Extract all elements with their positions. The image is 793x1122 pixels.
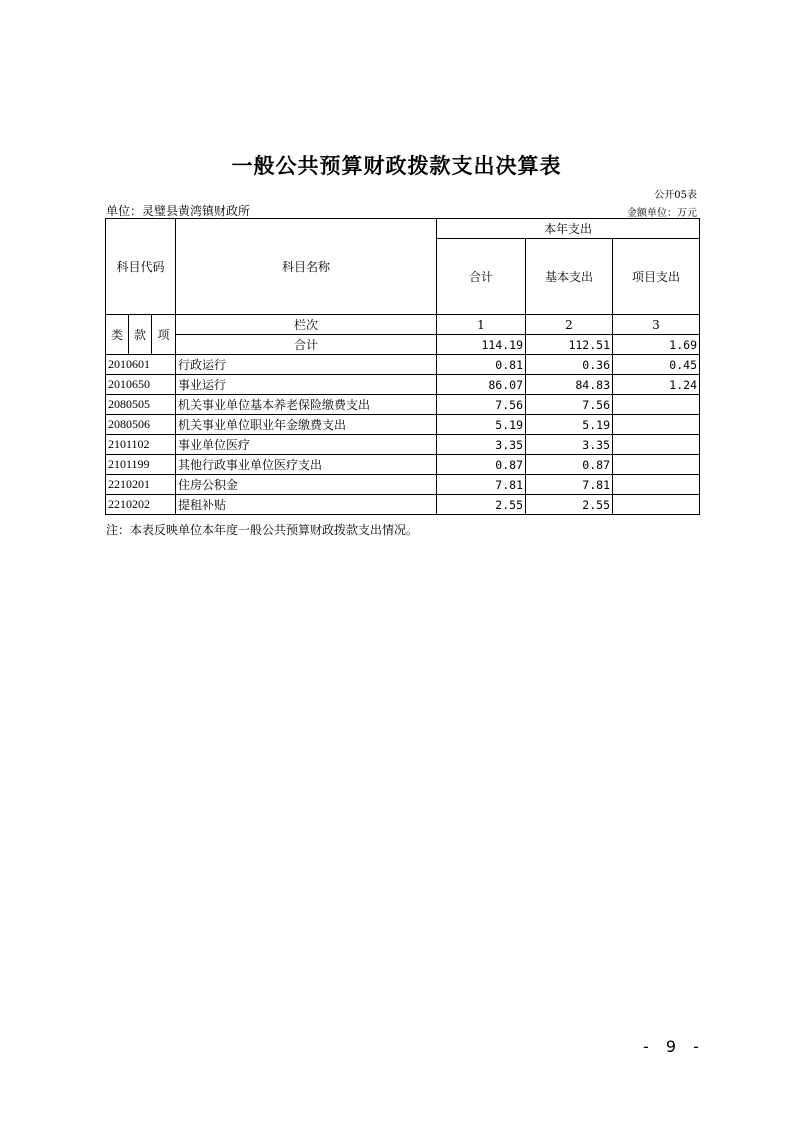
- header-this-year: 本年支出: [437, 219, 700, 239]
- row-total: 3.35: [437, 435, 526, 455]
- row-code: 2080506: [106, 415, 176, 435]
- unit-label: 单位：灵璧县黄湾镇财政所: [106, 204, 251, 218]
- row-project: [613, 495, 700, 515]
- row-basic: 84.83: [526, 375, 613, 395]
- row-basic: 0.87: [526, 455, 613, 475]
- row-project: [613, 395, 700, 415]
- row-name: 机关事业单位基本养老保险缴费支出: [176, 395, 437, 415]
- row-name: 机关事业单位职业年金缴费支出: [176, 415, 437, 435]
- row-project: 0.45: [613, 355, 700, 375]
- total-amount: 114.19: [437, 335, 526, 355]
- row-total: 0.87: [437, 455, 526, 475]
- row-total: 5.19: [437, 415, 526, 435]
- table-row: [106, 495, 700, 515]
- table-row: [106, 455, 700, 475]
- row-code: 2010601: [106, 355, 176, 375]
- row-total: 0.81: [437, 355, 526, 375]
- header-total: 合计: [437, 239, 526, 315]
- row-basic: 3.35: [526, 435, 613, 455]
- table-row: [106, 355, 700, 375]
- header-xiang: 项: [152, 315, 176, 355]
- header-subject-name: 科目名称: [176, 219, 437, 315]
- header-col1: 1: [437, 315, 526, 335]
- header-col2: 2: [526, 315, 613, 335]
- row-name: 提租补贴: [176, 495, 437, 515]
- table-row: [106, 415, 700, 435]
- row-project: [613, 475, 700, 495]
- row-basic: 7.81: [526, 475, 613, 495]
- row-basic: 5.19: [526, 415, 613, 435]
- row-code: 2080505: [106, 395, 176, 415]
- row-basic: 0.36: [526, 355, 613, 375]
- row-code: 2101199: [106, 455, 176, 475]
- header-kuan: 款: [129, 315, 152, 355]
- header-basic: 基本支出: [526, 239, 613, 315]
- table-note: 注：本表反映单位本年度一般公共预算财政拨款支出情况。: [106, 523, 419, 537]
- amount-unit: 金额单位：万元: [627, 208, 697, 219]
- total-row: [106, 335, 700, 355]
- row-total: 86.07: [437, 375, 526, 395]
- row-project: 1.24: [613, 375, 700, 395]
- row-code: 2210201: [106, 475, 176, 495]
- table-row: [106, 375, 700, 395]
- row-total: 2.55: [437, 495, 526, 515]
- budget-table: [105, 218, 700, 515]
- row-name: 其他行政事业单位医疗支出: [176, 455, 437, 475]
- row-project: [613, 455, 700, 475]
- header-row-3: [106, 315, 700, 335]
- row-name: 行政运行: [176, 355, 437, 375]
- row-project: [613, 415, 700, 435]
- row-name: 住房公积金: [176, 475, 437, 495]
- row-total: 7.81: [437, 475, 526, 495]
- total-basic: 112.51: [526, 335, 613, 355]
- page-title: 一般公共预算财政拨款支出决算表: [231, 154, 562, 178]
- header-col3: 3: [613, 315, 700, 335]
- row-total: 7.56: [437, 395, 526, 415]
- row-basic: 7.56: [526, 395, 613, 415]
- page-number: - 9 -: [643, 1037, 705, 1056]
- total-project: 1.69: [613, 335, 700, 355]
- table-row: [106, 395, 700, 415]
- table-row: [106, 435, 700, 455]
- row-basic: 2.55: [526, 495, 613, 515]
- header-column-index: 栏次: [176, 315, 437, 335]
- table-row: [106, 475, 700, 495]
- header-subject-code: 科目代码: [106, 219, 176, 315]
- total-label: 合计: [176, 335, 437, 355]
- row-name: 事业运行: [176, 375, 437, 395]
- row-name: 事业单位医疗: [176, 435, 437, 455]
- header-lei: 类: [106, 315, 129, 355]
- header-project: 项目支出: [613, 239, 700, 315]
- row-code: 2010650: [106, 375, 176, 395]
- form-code: 公开05表: [654, 190, 697, 201]
- row-project: [613, 435, 700, 455]
- row-code: 2210202: [106, 495, 176, 515]
- row-code: 2101102: [106, 435, 176, 455]
- header-row-1: [106, 219, 700, 239]
